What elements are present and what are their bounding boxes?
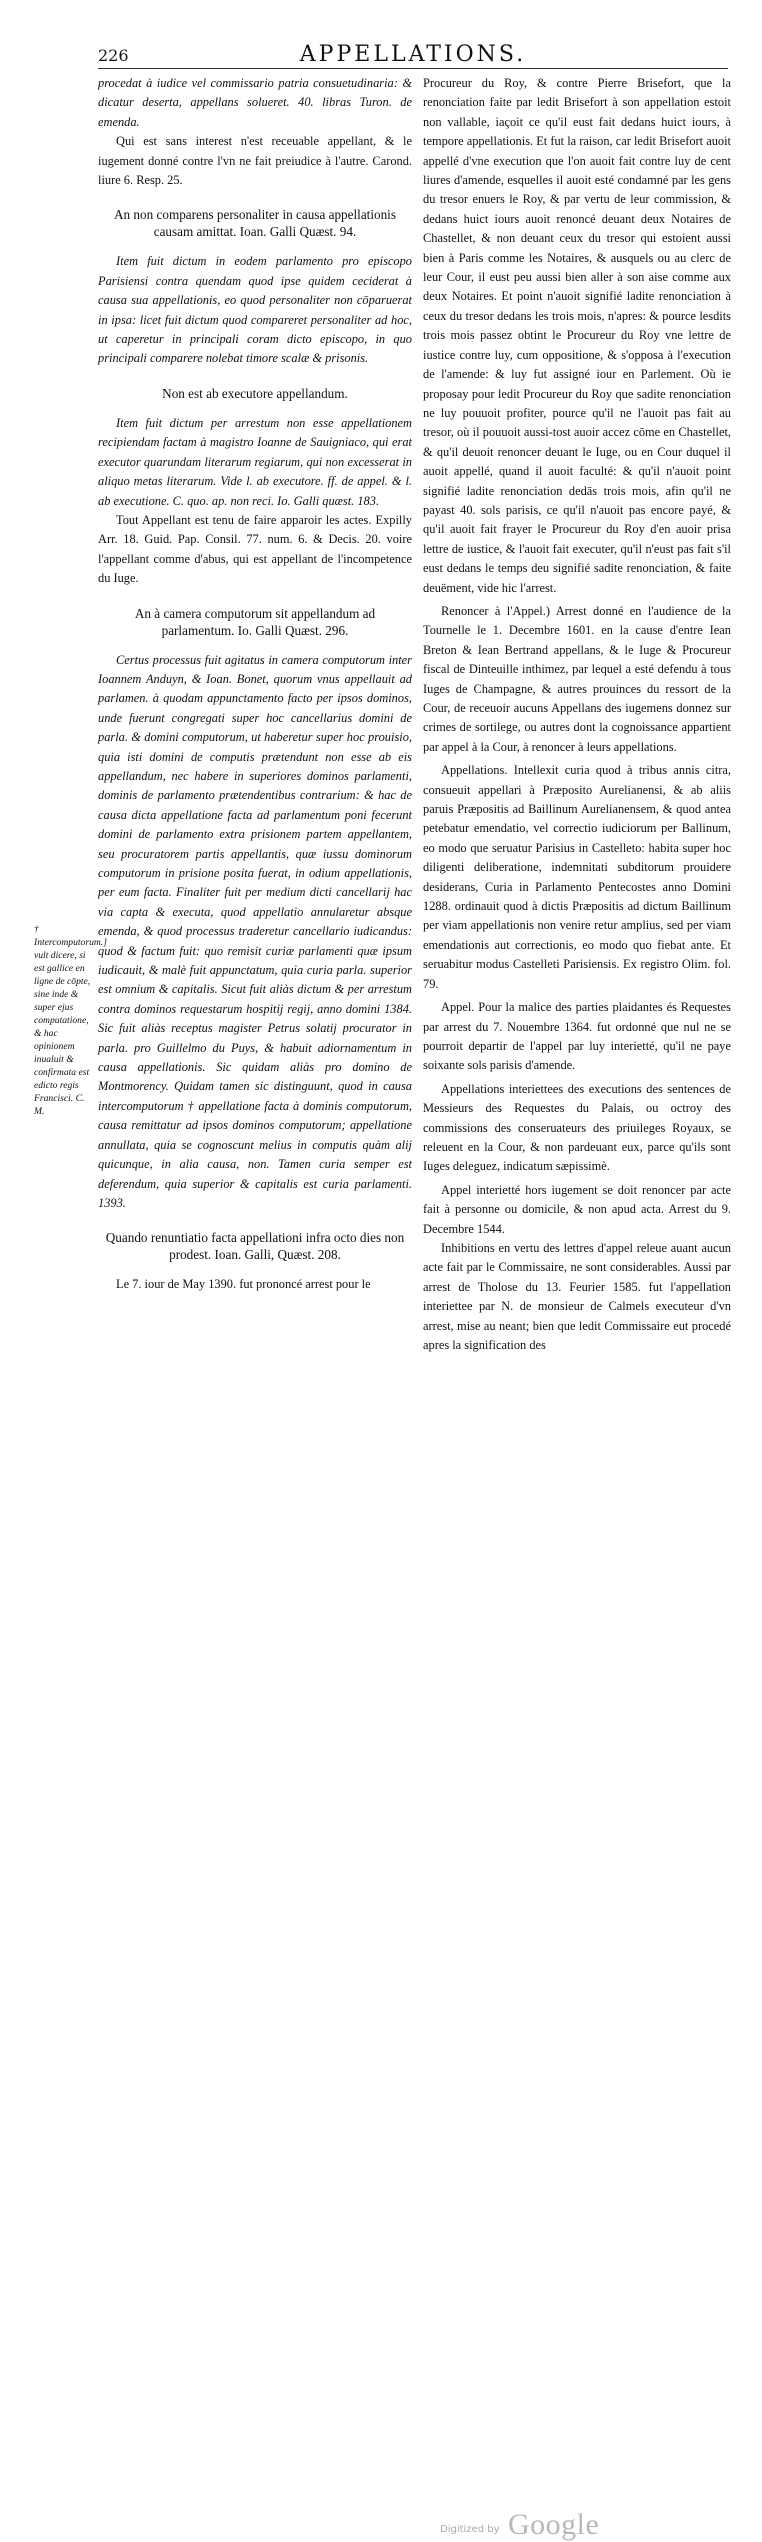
right-column xyxy=(423,74,731,1355)
page-header xyxy=(98,42,728,68)
digitized-by-label: Digitized by xyxy=(440,2524,500,2535)
section-heading: An à camera computorum sit appellandum ad parlamentum. Io. Galli Quæst. 296. xyxy=(134,605,376,638)
paragraph: Appel interietté hors iugement se doit renoncer par acte fait à personne ou domicile, & non apud acta. Arrest du 9. Decembre 1544. xyxy=(423,1182,731,1236)
header-rule xyxy=(98,68,728,69)
paragraph: Appel. Pour la malice des parties plaidantes és Requestes par arrest du 7. Nouembre 1364. fut ordonné que nul ne se pourroit departir de l'appel par luy interietté, qu'il ne paye soixante sols parisis d'amende. xyxy=(423,1000,731,1073)
section-heading: Quando renuntiatio facta appellationi infra octo dies non prodest. Ioan. Galli, Quæst. 208. xyxy=(105,1230,405,1263)
left-column xyxy=(98,74,412,1295)
paragraph: Procureur du Roy, & contre Pierre Brisefort, que la renonciation faite par ledit Brisefort à son appellation estoit non vallable, iaçoit ce qu'il eust fait dedans huict iours, à tempore appellationis. Et fut la raison, car ledit Brisefort auoit appellé d'vne execution que l'on auoit fait contre luy de cent liures d'amende, esquelles il auoit esté condamné par les gens du tresor enuers le Roy, & par vertu de leur commission, & dedans huict iours auoit renoncé deuant deux Notaires de Chastellet, & non deuant ceux du tresor qui estoient aussi bien à Paris comme les Notaires, & ausquels ou au clerc de leur Cour, il eust peu aussi bien aller à son aise comme aux deux Notaires. Et point n'auoit signifié ladite renonciation à ceux du tresor dedans les trois mois, n'apres: & pource lesdits trois mois passez obtint le Procureur du Roy vne lettre de iustice contre luy, cum oppositione, & s'opposa à l'execution de l'amende: & luy fut assigné iour en Parlement. Où ie proposay pour ledit Procureur du Roy que sadite renonciation ne luy pouuoit profiter, pource qu'il ne l'auoit pas fait au tresor, où il pouuoit aussi-tost auoir accez cōme en Chastellet, & qu'il deuoit renoncer deuant le Iuge, ou en Cour duquel il auoit appellé, quand il auoit faculté: & qu'il n'auoit point signifié ladite renonciation dedās trois mois, afin qu'il ne payast 40. sols parisis, ce qu'il n'auoit pas encore payé, & qu'il auoit fait frayer le Procureur du Roy d'en auoir prisa lettre de iustice, & l'auoit fait executer, qu'il n'eust pas fait s'il eust dedans le temps deu signifié sadite renonciation, & faite deuëment, vide hic l'arrest. xyxy=(423,76,731,595)
paragraph: Inhibitions en vertu des lettres d'appel releue auant aucun acte fait par le Commissaire, ne sont considerables. Aussi par arrest de Tholose du 13. Feurier 1585. fut l'appellation interiettee par N. de monsieur de Calmels executeur d'vn arrest, mise au neant; bien que ledit Commissaire eut procedé apres la signification des xyxy=(423,1240,731,1352)
section-heading: An non comparens personaliter in causa appellationis causam amittat. Ioan. Galli Quæst. 94. xyxy=(114,207,396,240)
paragraph: Appellations. Intellexit curia quod à tribus annis citra, consueuit appellari à Præposito Aurelianensi, & ab aliis paruis Præpositis ad Baillinum Aurelianensem, & quod antea petebatur emendatio, vel correctio iudiciorum per Ballinum, eo modo que seruatur Parisius in Castelleto: habita super hoc diligenti deliberatione, indemnitati subditorum prouidere desiderans, Curia in Parlamento Pentecostes anno Domini 1288. ordinauit quod à dictis Præpositis ad dictum Baillinum per viam appellationis non venire retur amplius, sed per viam emendationis aut correctionis, eo modo quo fiebat ante. Et seruabitur modus Castelleti Parisiensis. Ex registro Olim. fol. 79. xyxy=(423,763,731,991)
paragraph: Renoncer à l'Appel.) Arrest donné en l'audience de la Tournelle le 1. Decembre 1601. en la cause d'entre Iean Breton & Iean Bertrand appellans, & le Iuge & Procureur fiscal de Dinteuille inthimez, par lequel a esté defendu à tous Iuges de Champagne, & autres prouinces du ressort de la Cour, de receuoir aucuns Appellans des iugemens donnez sur crimes de sortilege, ou autres dont la cognoissance appartient par appel à la Cour, à renoncer à leurs appellations. xyxy=(423,603,731,754)
paragraph: Appellations interiettees des executions des sentences de Messieurs des Requestes du Palais, ou octroy des commissions des conseruateurs des priuileges Royaux, se releuent en la Cour, & non pardeuant eux, parce qu'ils sont Iuges deleguez, indicatum sæpissimè. xyxy=(423,1081,731,1174)
paragraph: Qui est sans interest n'est receuable appellant, & le iugement donné contre l'vn ne fait preiudice à l'autre. Carond. liure 6. Resp. 25. xyxy=(98,134,412,188)
paragraph: Le 7. iour de May 1390. fut prononcé arrest pour le xyxy=(116,1277,371,1292)
paragraph: procedat à iudice vel commissario patria consuetudinaria: & dicatur deserta, appellans solueret. 40. libras Turon. de emenda. xyxy=(98,76,412,129)
google-logo: Google xyxy=(508,2508,600,2541)
running-title: APPELLATIONS. xyxy=(299,42,527,67)
paragraph: Tout Appellant est tenu de faire apparoir les actes. Expilly Arr. 18. Guid. Pap. Consil. 77. num. 6. & Decis. 20. voire l'appellant comme d'abus, qui est appellant de l'incompetence du Iuge. xyxy=(98,512,412,586)
paragraph: Item fuit dictum in eodem parlamento pro episcopo Parisiensi contra quendam quod ipse quidem ceciderat à causa sua appellationis, eo quod personaliter non cōparuerat in ipsa: licet fuit dictum quod compareret personaliter ad hoc, ut caperetur in principali coram dicto episcopo, in quo principali comparere nolebat timore scalæ & prisonis. xyxy=(98,254,412,366)
page-number: 226 xyxy=(98,46,129,65)
margin-note: † Intercomputorum.] vult dicere, si est gallice en ligne de cōpte, sine inde & super ejus computatione, & hac opinionem inualuit & confirmata est edicto regis Francisci. C. M. xyxy=(34,924,107,1117)
section-heading: Non est ab executore appellandum. xyxy=(162,385,348,401)
paragraph: Certus processus fuit agitatus in camera computorum inter Ioannem Anduyn, & Ioan. Bonet, quorum vnus appellauit ad parlamen. à quodam appunctamento facto per ipsos dominos, unde fuerunt congregati super hoc cancellarius domini de parla. & domini computorum, ut haberetur super hoc prouisio, quia isti domini de computis prætendunt non esse ab eis appellandum, nec habere in superiores dominos parlamenti, dominis de parlamento prætendentibus contrarium: & hac de causa dicta appellatione facta ad parlamentum poni fecerunt domini de parlamento extra prisionem partem appellantem, seu procuratorem partis appellantis, quæ iussu dominorum computorum in prisione posita fuerat, in odium appellationis, per eum facta. Finaliter fuit per medium dicti cancellarij hac via capta & executa, quod appellatio annularetur absque emenda, & quod processus traderetur cancellario iudicandus: quod & factum fuit: quo remisit curiæ parlamenti quæ ipsum iudicauit, & malè fuit appunctatum, quia curia parla. superior est omnium & capitalis. Sicut fuit aliàs dictum & per arrestum contra dominos requestarum hospitij regij, anno domini 1384. Sic fuit aliàs receptus magister Petrus solatij procurator in parla. pro Guillelmo du Puys, & habuit adiornamentum in causa appellationis. Sic quidam aliàs pro domino de Montmorency. Quidam tamen sic distinguunt, quod in causa intercomputorum † appellatione facta à dominis computorum, causa remittatur ad ipsos dominos computorum; appellatione annullata, quia se cognoscunt melius in computis quàm alij quicunque, in alia causa, non. Tamen curia semper est deferendum, quia superior & capitalis est curia parlamenti. 1393. xyxy=(98,652,412,1210)
paragraph: Item fuit dictum per arrestum non esse appellationem recipiendam factam à magistro Ioanne de Sauigniaco, qui erat executor quarundam literarum regiarum, qui non excesserat in aliquo metas literarum. Vide l. ab executore. ff. de appel. & l. ab executione. C. quo. ap. non reci. Io. Galli quæst. 183. xyxy=(98,415,412,508)
